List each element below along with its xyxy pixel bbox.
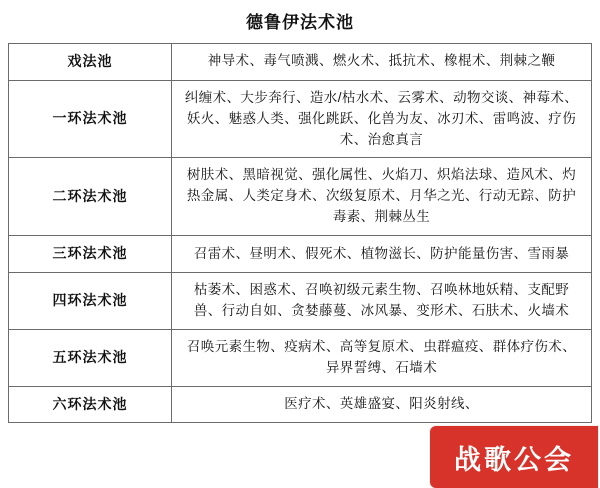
pool-spells-cell: 医疗术、英雄盛宴、阳炎射线、 (172, 386, 592, 423)
table-row (9, 272, 592, 329)
table-row (9, 386, 592, 423)
table-row (9, 329, 592, 386)
pool-spells-cell: 枯萎术、困惑术、召唤初级元素生物、召唤林地妖精、支配野兽、行动自如、贪婪藤蔓、冰风暴、变形术、石肤术、火墙术 (172, 272, 592, 329)
page-title: 德鲁伊法术池 (246, 13, 354, 32)
table-row (9, 44, 592, 81)
pool-name-cell: 一环法术池 (9, 80, 172, 158)
pool-spells-cell: 纠缠术、大步奔行、造水/枯水术、云雾术、动物交谈、神莓术、妖火、魅惑人类、强化跳跃、化兽为友、冰刃术、雷鸣波、疗伤术、治愈真言 (172, 80, 592, 158)
table-row (9, 236, 592, 273)
pool-name-cell: 戏法池 (9, 44, 172, 81)
table-row (9, 80, 592, 158)
table-row (9, 158, 592, 236)
pool-name-cell: 二环法术池 (9, 158, 172, 236)
pool-name-cell: 四环法术池 (9, 272, 172, 329)
watermark-badge: 战歌公会 (430, 426, 598, 488)
pool-name-cell: 六环法术池 (9, 386, 172, 423)
pool-name-cell: 三环法术池 (9, 236, 172, 273)
pool-spells-cell: 树肤术、黑暗视觉、强化属性、火焰刀、炽焰法球、造风术、灼热金属、人类定身术、次级复原术、月华之光、行动无踪、防护毒素、荆棘丛生 (172, 158, 592, 236)
pool-spells-cell: 召唤元素生物、疫病术、高等复原术、虫群瘟疫、群体疗伤术、异界誓缚、石墙术 (172, 329, 592, 386)
pool-spells-cell: 召雷术、昼明术、假死术、植物滋长、防护能量伤害、雪雨暴 (172, 236, 592, 273)
pool-name-cell: 五环法术池 (9, 329, 172, 386)
pool-spells-cell: 神导术、毒气喷溅、燃火术、抵抗术、橡棍术、荆棘之鞭 (172, 44, 592, 81)
spell-pool-table (8, 43, 592, 423)
